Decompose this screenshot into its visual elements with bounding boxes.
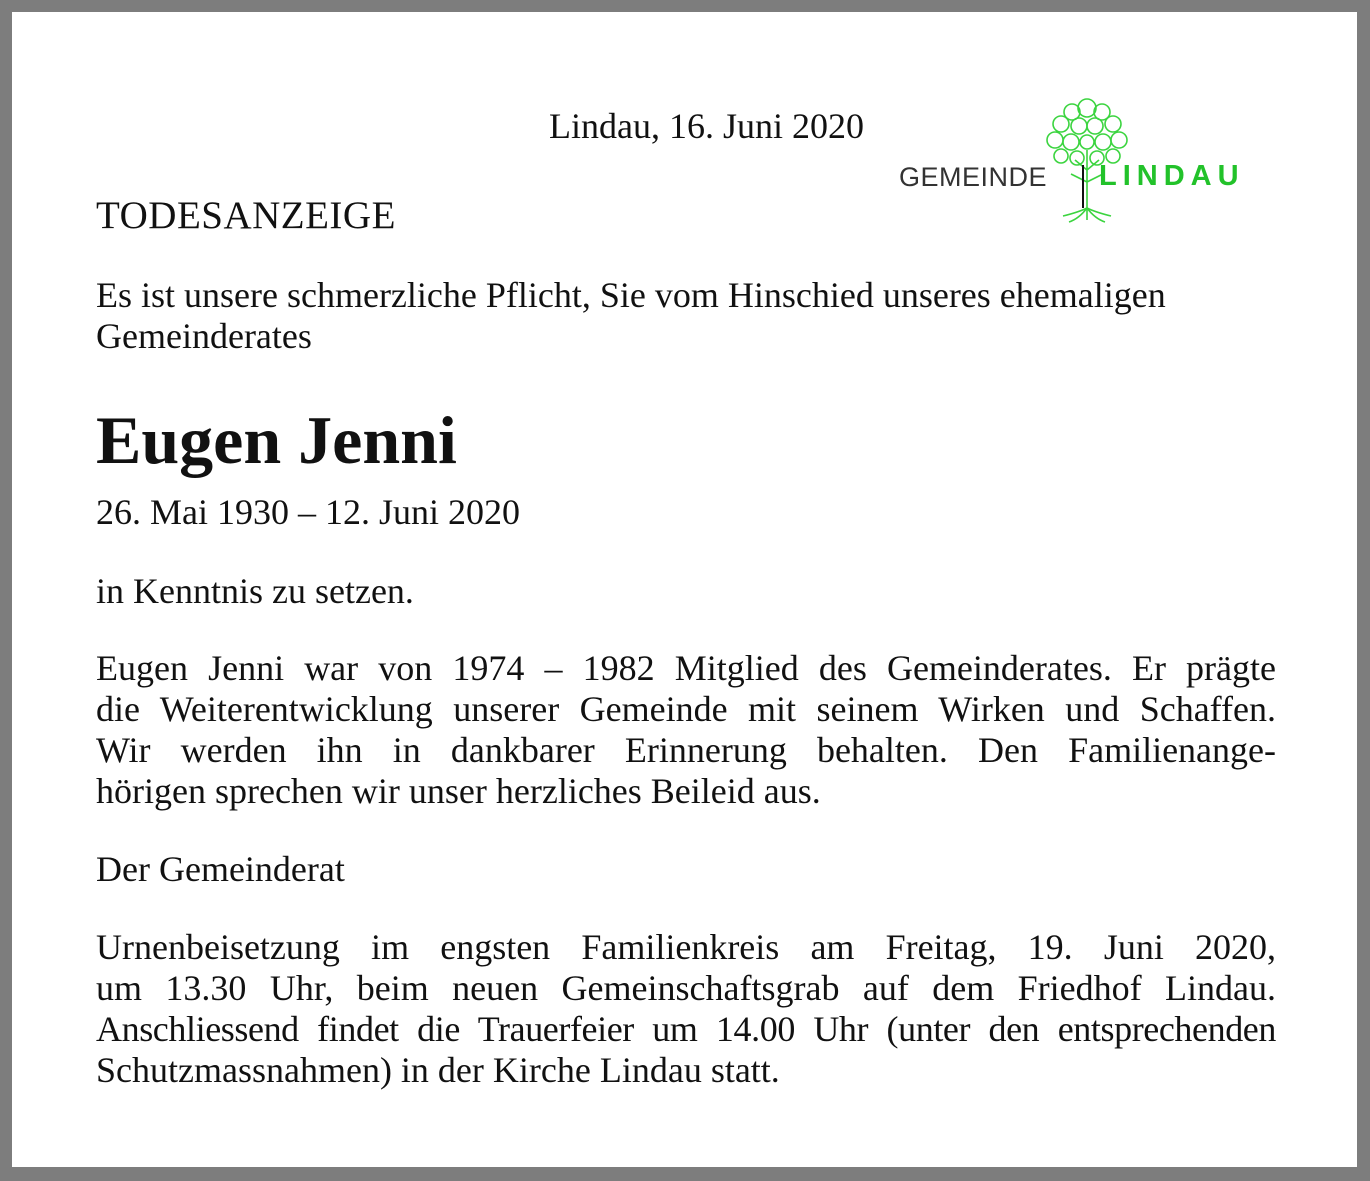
funeral-paragraph <box>96 927 1276 1091</box>
logo-word-gemeinde: GEMEINDE <box>899 162 1048 192</box>
signature <box>96 849 1276 890</box>
signature-text: Der Gemeinderat <box>96 849 345 889</box>
body-paragraph <box>96 648 1276 812</box>
notice-heading: TODESANZEIGE <box>96 194 396 237</box>
place-date: Lindau, 16. Juni 2020 <box>549 106 864 146</box>
intro-line-1: Es ist unsere schmerzliche Pflicht, Sie vom Hinschied unseres ehemaligen <box>96 275 1166 315</box>
gemeinde-lindau-logo <box>897 90 1277 230</box>
body-line: Wir werden ihn in dankbarer Erinnerung behalten. Den Familienange- <box>96 730 1276 770</box>
life-dates <box>96 492 1276 533</box>
intro-end <box>96 571 1276 612</box>
funeral-line: um 13.30 Uhr, beim neuen Gemeinschaftsgrab auf dem Friedhof Lindau. <box>96 968 1276 1008</box>
intro-paragraph <box>96 275 1276 357</box>
funeral-line: Anschliessend findet die Trauerfeier um 14.00 Uhr (unter den entsprechenden <box>96 1009 1276 1049</box>
deceased-name: Eugen Jenni <box>96 402 457 478</box>
document-page <box>12 12 1357 1167</box>
life-dates-text: 26. Mai 1930 – 12. Juni 2020 <box>96 492 521 532</box>
funeral-line: Urnenbeisetzung im engsten Familienkreis am Freitag, 19. Juni 2020, <box>96 927 1276 967</box>
body-line: Eugen Jenni war von 1974 – 1982 Mitglied des Gemeinderates. Er prägte <box>96 648 1276 688</box>
intro-line-2: Gemeinderates <box>96 316 312 356</box>
funeral-line: Schutzmassnahmen) in der Kirche Lindau statt. <box>96 1050 780 1090</box>
body-line: hörigen sprechen wir unser herzliches Beileid aus. <box>96 771 821 811</box>
intro-end-text: in Kenntnis zu setzen. <box>96 571 414 611</box>
logo-word-lindau: LINDAU <box>1099 160 1245 192</box>
body-line: die Weiterentwicklung unserer Gemeinde mit seinem Wirken und Schaffen. <box>96 689 1276 729</box>
